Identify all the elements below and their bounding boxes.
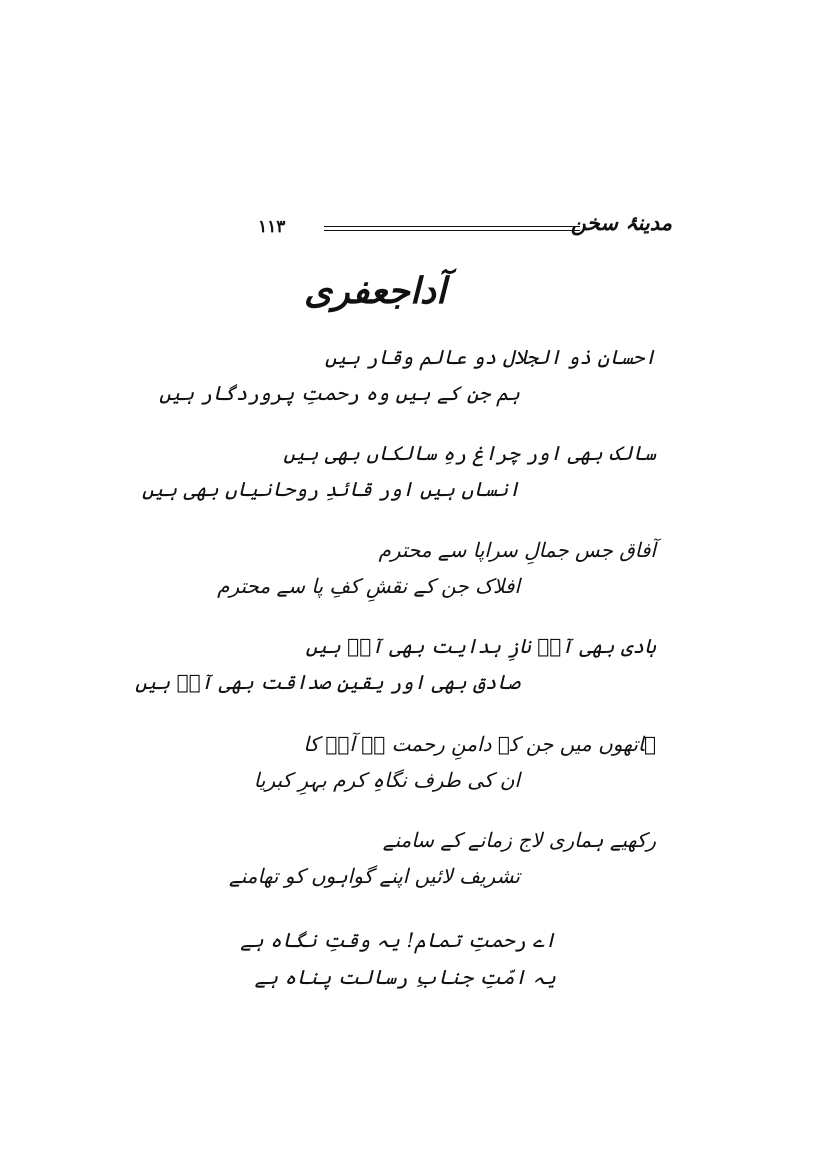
couplet (135, 634, 656, 696)
misra-first: رکھیے ہماری لاج زمانے کے سامنے (382, 828, 656, 852)
couplet (217, 538, 656, 600)
misra-second: ان کی طرف نگاہِ کرم بہرِ کبریا (253, 768, 520, 792)
misra-first: ہاتھوں میں جن کے دامنِ رحمت ہے آپؐ کا (303, 732, 656, 756)
closing-couplet (240, 928, 556, 1002)
closing-line: اے رحمتِ تمام! یہ وقتِ نگاہ ہے (240, 928, 556, 952)
misra-second: تشریف لائیں اپنے گواہوں کو تھامنے (229, 864, 520, 888)
misra-second: افلاک جن کے نقشِ کفِ پا سے محترم (217, 574, 520, 598)
misra-first: ہادی بھی آپؐ نازِ ہدایت بھی آپؐ ہیں (305, 634, 656, 658)
couplet (142, 441, 656, 503)
misra-first: سالک بھی اور چراغ رہِ سالکاں بھی ہیں (283, 441, 656, 465)
poet-name: آداجعفری (304, 270, 446, 312)
misra-second: انساں ہیں اور قائدِ روحانیاں بھی ہیں (142, 477, 520, 501)
header-double-rule (324, 226, 580, 231)
closing-line: یہ امّتِ جنابِ رسالت پناہ ہے (254, 965, 556, 989)
misra-second: ہم جن کے ہیں وہ رحمتِ پروردگار ہیں (159, 381, 520, 405)
misra-first: آفاق جس جمالِ سراپا سے محترم (378, 538, 656, 562)
couplet (229, 828, 656, 890)
running-title: مدینۂ سخن (570, 210, 672, 235)
page-number: ۱۱۳ (258, 217, 286, 237)
misra-second: صادق بھی اور یقینِ صداقت بھی آپؐ ہیں (135, 670, 520, 694)
couplet (159, 345, 656, 407)
couplet (236, 734, 656, 794)
misra-first: احسانِ ذو الجلال دو عالم وقار ہیں (324, 345, 656, 369)
